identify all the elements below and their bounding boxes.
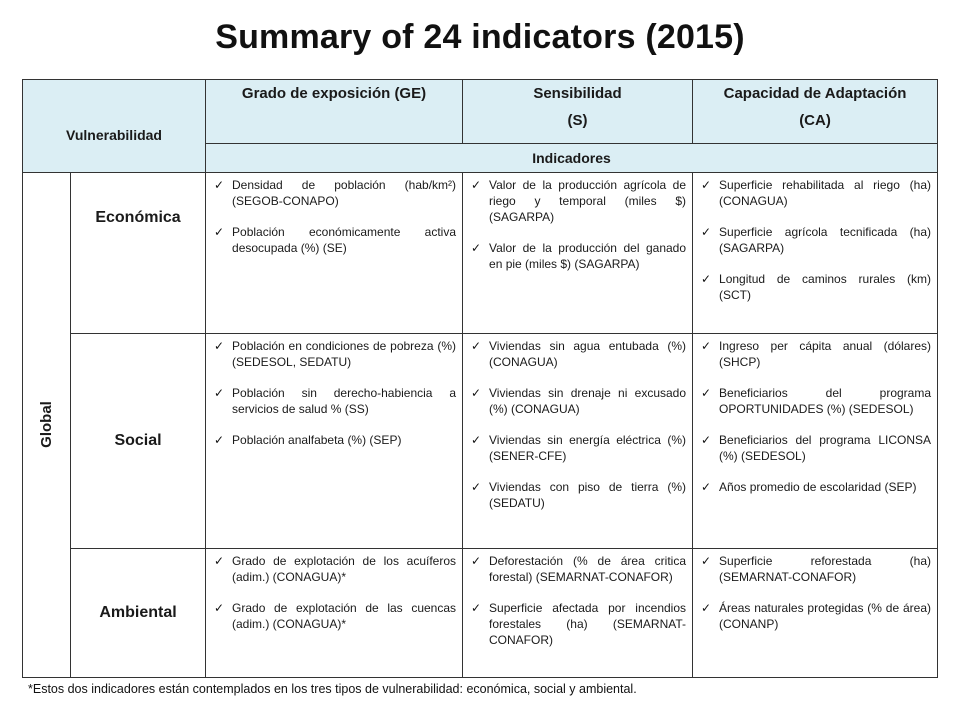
checkmark-icon: ✓ <box>701 601 712 615</box>
checkmark-icon: ✓ <box>214 554 225 568</box>
indicator-text: Ingreso per cápita anual (dólares) (SHCP) <box>719 339 932 369</box>
cell-ambiental-ca <box>693 549 938 678</box>
indicator-item <box>697 432 931 464</box>
indicator-text: Densidad de población (hab/km²) (SEGOB-CONAPO) <box>232 178 457 208</box>
checkmark-icon: ✓ <box>701 480 712 494</box>
indicator-text: Viviendas sin drenaje ni excusado (%) (CONAGUA) <box>489 386 687 416</box>
header-ge-label: Grado de exposición (GE) <box>241 85 427 102</box>
indicator-item <box>467 479 686 511</box>
cell-ambiental-s <box>463 549 693 678</box>
indicator-item <box>697 385 931 417</box>
indicator-item <box>467 177 686 225</box>
indicator-text: Superficie agrícola tecnificada (ha) (SAGARPA) <box>719 225 932 255</box>
row-type-ambiental: Ambiental <box>71 549 206 678</box>
header-ca-label: Capacidad de Adaptación <box>723 85 907 102</box>
checkmark-icon: ✓ <box>701 272 712 286</box>
indicator-item <box>467 240 686 272</box>
checkmark-icon: ✓ <box>471 601 482 615</box>
checkmark-icon: ✓ <box>471 433 482 447</box>
indicator-text: Viviendas sin agua entubada (%) (CONAGUA) <box>489 339 687 369</box>
indicator-text: Beneficiarios del programa OPORTUNIDADES (%) (SEDESOL) <box>719 386 932 416</box>
checkmark-icon: ✓ <box>701 339 712 353</box>
checkmark-icon: ✓ <box>471 241 482 255</box>
header-grado-exposicion <box>206 80 463 144</box>
indicator-item <box>467 553 686 585</box>
header-capacidad-adaptacion <box>693 80 938 144</box>
cell-economica-s <box>463 173 693 334</box>
checkmark-icon: ✓ <box>471 480 482 494</box>
checkmark-icon: ✓ <box>471 178 482 192</box>
checkmark-icon: ✓ <box>214 339 225 353</box>
header-ca-abbrev: (CA) <box>799 112 831 129</box>
indicator-item <box>697 600 931 632</box>
indicator-text: Años promedio de escolaridad (SEP) <box>719 480 917 494</box>
footnote: *Estos dos indicadores están contemplados en los tres tipos de vulnerabilidad: económica, social y ambiental. <box>28 682 637 696</box>
global-label: Global <box>37 401 55 448</box>
indicator-list <box>463 173 692 274</box>
checkmark-icon: ✓ <box>471 339 482 353</box>
indicator-item <box>697 224 931 256</box>
indicator-text: Superficie afectada por incendios forestales (ha) (SEMARNAT-CONAFOR) <box>489 601 687 647</box>
indicator-item <box>210 432 456 448</box>
indicator-item <box>697 479 931 495</box>
indicator-text: Valor de la producción agrícola de riego y temporal (miles $) (SAGARPA) <box>489 178 687 224</box>
indicator-text: Viviendas con piso de tierra (%) (SEDATU) <box>489 480 687 510</box>
checkmark-icon: ✓ <box>701 225 712 239</box>
indicator-item <box>210 338 456 370</box>
row-type-social: Social <box>71 334 206 549</box>
indicator-text: Superficie reforestada (ha) (SEMARNAT-CONAFOR) <box>719 554 932 584</box>
header-s-abbrev: (S) <box>567 112 588 129</box>
cell-economica-ge <box>206 173 463 334</box>
indicator-list <box>463 334 692 513</box>
indicator-item <box>697 553 931 585</box>
cell-ambiental-ge <box>206 549 463 678</box>
indicator-text: Beneficiarios del programa LICONSA (%) (SEDESOL) <box>719 433 932 463</box>
indicator-text: Población analfabeta (%) (SEP) <box>232 433 402 447</box>
indicator-item <box>697 271 931 303</box>
indicator-text: Superficie rehabilitada al riego (ha) (CONAGUA) <box>719 178 932 208</box>
indicator-item <box>210 385 456 417</box>
indicator-item <box>210 177 456 209</box>
indicator-matrix <box>22 79 938 678</box>
indicator-item <box>467 432 686 464</box>
indicator-list <box>693 334 937 497</box>
indicator-text: Viviendas sin energía eléctrica (%) (SENER-CFE) <box>489 433 687 463</box>
indicator-item <box>467 338 686 370</box>
checkmark-icon: ✓ <box>471 386 482 400</box>
header-indicadores: Indicadores <box>206 144 938 173</box>
checkmark-icon: ✓ <box>214 225 225 239</box>
checkmark-icon: ✓ <box>214 386 225 400</box>
checkmark-icon: ✓ <box>701 554 712 568</box>
indicator-text: Población económicamente activa desocupada (%) (SE) <box>232 225 457 255</box>
indicator-text: Longitud de caminos rurales (km) (SCT) <box>719 272 932 302</box>
indicator-list <box>206 173 462 258</box>
checkmark-icon: ✓ <box>471 554 482 568</box>
indicator-text: Población sin derecho-habiencia a servicios de salud % (SS) <box>232 386 457 416</box>
checkmark-icon: ✓ <box>701 178 712 192</box>
checkmark-icon: ✓ <box>701 433 712 447</box>
cell-social-ge <box>206 334 463 549</box>
indicator-item <box>210 224 456 256</box>
global-cell <box>23 173 71 678</box>
indicator-list <box>693 173 937 305</box>
indicator-text: Áreas naturales protegidas (% de área) (CONANP) <box>719 601 932 631</box>
indicator-text: Deforestación (% de área critica forestal) (SEMARNAT-CONAFOR) <box>489 554 687 584</box>
indicator-item <box>467 600 686 648</box>
checkmark-icon: ✓ <box>701 386 712 400</box>
page-title: Summary of 24 indicators (2015) <box>215 18 745 56</box>
indicator-list <box>206 334 462 450</box>
cell-economica-ca <box>693 173 938 334</box>
indicator-text: Grado de explotación de las cuencas (adim.) (CONAGUA)* <box>232 601 457 631</box>
indicator-item <box>210 553 456 585</box>
cell-social-s <box>463 334 693 549</box>
header-s-label: Sensibilidad <box>533 85 622 102</box>
header-sensibilidad <box>463 80 693 144</box>
header-vulnerabilidad: Vulnerabilidad <box>23 80 206 173</box>
indicator-text: Población en condiciones de pobreza (%) (SEDESOL, SEDATU) <box>232 339 457 369</box>
indicator-list <box>206 549 462 634</box>
indicator-text: Grado de explotación de los acuíferos (adim.) (CONAGUA)* <box>232 554 457 584</box>
indicator-item <box>210 600 456 632</box>
indicator-text: Valor de la producción del ganado en pie (miles $) (SAGARPA) <box>489 241 687 271</box>
checkmark-icon: ✓ <box>214 601 225 615</box>
indicator-item <box>467 385 686 417</box>
indicator-list <box>693 549 937 634</box>
row-type-economica: Económica <box>71 173 206 334</box>
cell-social-ca <box>693 334 938 549</box>
checkmark-icon: ✓ <box>214 433 225 447</box>
indicator-item <box>697 338 931 370</box>
indicator-list <box>463 549 692 650</box>
checkmark-icon: ✓ <box>214 178 225 192</box>
indicator-item <box>697 177 931 209</box>
